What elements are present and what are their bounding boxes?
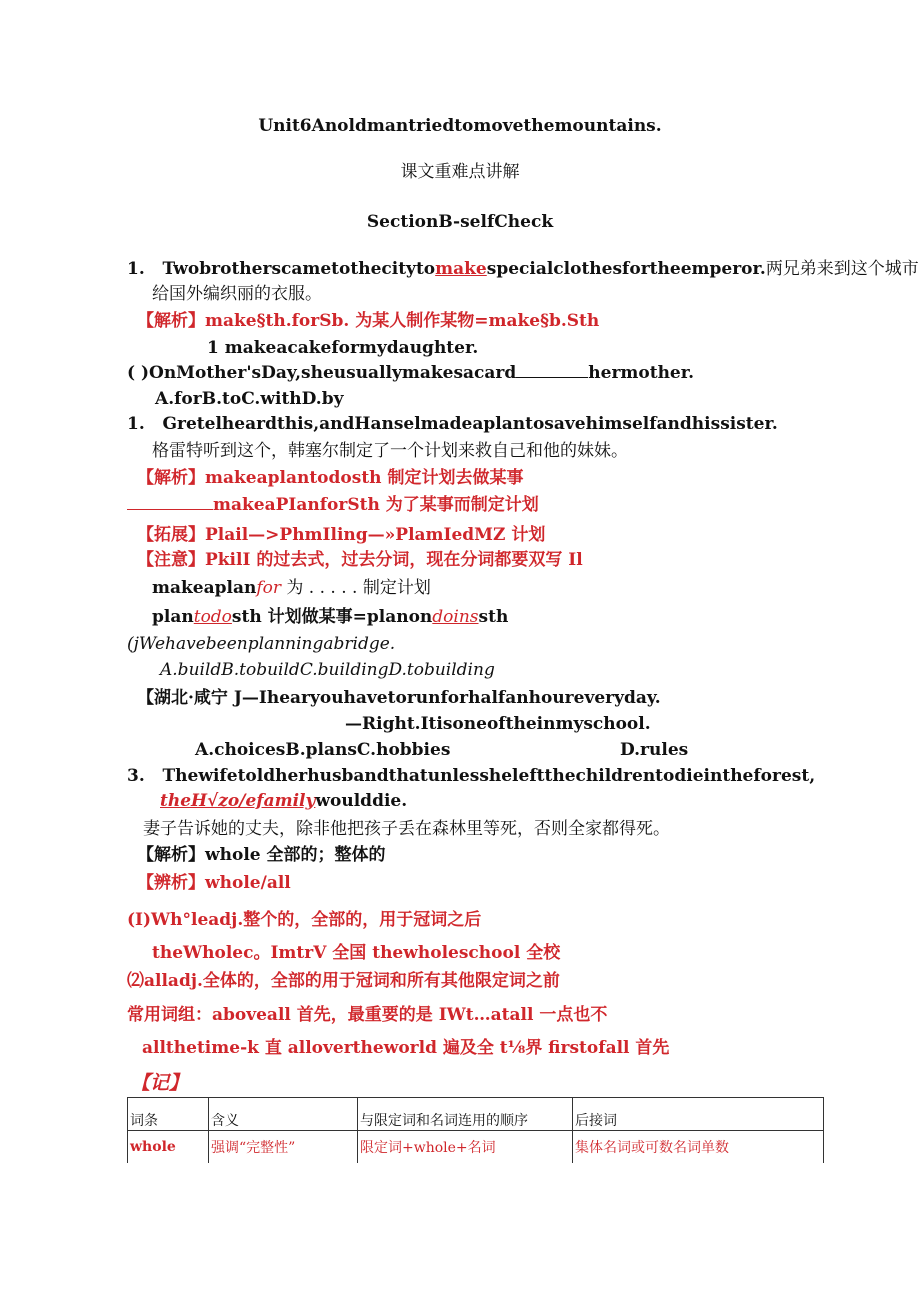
table-header-cell: 与限定词和名词连用的顺序: [358, 1098, 573, 1131]
table-header-cell: 后接词: [573, 1098, 824, 1131]
item3-cn: 妻子告诉她的丈夫，除非他把孩子丢在森林里等死，否则全家都得死。: [143, 819, 670, 839]
item2-question1-options: A.buildB.tobuildC.buildingD.tobuilding: [160, 660, 495, 680]
table-cell: 强调“完整性”: [209, 1131, 358, 1164]
item2-question2b: —Right.Itisoneoftheinmyschool.: [345, 714, 651, 734]
item3-point3: 常用词组：aboveall 首先，最重要的是 IWt…atall 一点也不: [127, 1005, 608, 1025]
item1-example2-pre: ( )OnMother'sDay,sheusuallymakesacard: [127, 363, 517, 383]
phrase1-pre: makeaplan: [152, 578, 257, 598]
item1-cn1: 两兄弟来到这个城市: [765, 259, 919, 279]
item2-sentence: [127, 413, 778, 435]
item2-analysis1: 【解析】makeaplantodosth 制定计划去做某事: [137, 468, 524, 488]
item1-number: 1.: [127, 259, 145, 279]
red-blank: [127, 495, 213, 510]
phrase1-post: 为 . . . . . 制定计划: [281, 578, 431, 598]
item1-sentence: [127, 258, 919, 280]
phrase2-pre: plan: [152, 607, 194, 627]
document-title: Unit6Anoldmantriedtomovethemountains.: [258, 116, 662, 136]
phrase2-italic: todo: [193, 607, 232, 627]
item3-point1b: theWholec。ImtrV 全国 thewholeschool 全校: [152, 943, 561, 963]
item3-point1: (I)Wh°leadj.整个的，全部的，用于冠词之后: [127, 910, 482, 930]
item2-question1: (jWehavebeenplanningabridge.: [127, 634, 396, 654]
item3-point2: ⑵alladj.全体的，全部的用于冠词和所有其他限定词之前: [127, 971, 560, 991]
phrase2-mid: sth 计划做某事=planon: [231, 607, 433, 627]
memo-heading: 【记】: [131, 1072, 189, 1094]
item3-sentence-cont: [160, 790, 407, 812]
item1-cn2: 给国外编织丽的衣服。: [152, 284, 322, 304]
item3-en: Thewifetoldherhusbandthatunlessheleftthechildrentodieintheforest,: [162, 766, 816, 786]
item3-number: 3.: [127, 766, 145, 786]
answer-blank[interactable]: [516, 363, 588, 378]
document-subtitle: 课文重难点讲解: [400, 162, 520, 182]
phrase2-italic2: doins: [432, 607, 479, 627]
phrase2-post: sth: [478, 607, 509, 627]
item3-sentence: [127, 765, 815, 787]
table-cell: 限定词+whole+名词: [358, 1131, 573, 1164]
item2-en: Gretelheardthis,andHanselmadeaplantosavehimselfandhissister.: [162, 414, 778, 434]
item2-phrase2: [152, 606, 508, 628]
item1-en-pre: Twobrotherscametothecityto: [162, 259, 436, 279]
item2-analysis2-text: makeaPIanforSth 为了某事而制定计划: [213, 495, 539, 515]
section-heading: SectionB-selfCheck: [366, 212, 554, 232]
item2-question2-optd: D.rules: [620, 740, 689, 760]
item2-note: 【注意】PkilI 的过去式，过去分词，现在分词都要双写 Il: [137, 550, 583, 570]
phrase1-italic: for: [256, 578, 281, 598]
item1-en-post: specialclothesfortheemperor.: [486, 259, 766, 279]
item1-example2: [127, 362, 694, 384]
table-header-row: [128, 1098, 824, 1131]
item3-post: woulddie.: [315, 791, 408, 811]
table-header-cell: 含义: [209, 1098, 358, 1131]
table-cell: 集体名词或可数名词单数: [573, 1131, 824, 1164]
table-row: [128, 1131, 824, 1164]
item1-highlight: make: [435, 259, 487, 279]
item3-distinguish: 【辨析】whole/all: [137, 873, 291, 893]
item3-highlight: theH√zo/efamily: [160, 791, 316, 811]
item2-cn: 格雷特听到这个，韩塞尔制定了一个计划来救自己和他的妹妹。: [152, 441, 628, 461]
table-header-cell: 词条: [128, 1098, 209, 1131]
item1-example1: 1 makeacakeformydaughter.: [207, 338, 479, 358]
item2-number: 1.: [127, 414, 145, 434]
table-cell: whole: [128, 1131, 209, 1164]
item3-point4: allthetime-k 直 allovertheworld 遍及全 t⅛界 firstofall 首先: [142, 1038, 670, 1058]
item2-phrase1: [152, 577, 431, 599]
item2-question2-options: A.choicesB.plansC.hobbies: [195, 740, 451, 760]
item3-analysis: 【解析】whole 全部的；整体的: [137, 845, 386, 865]
item1-options: A.forB.toC.withD.by: [155, 389, 344, 409]
item1-analysis: 【解析】make§th.forSb. 为某人制作某物=make§b.Sth: [137, 311, 600, 331]
notes-table: [127, 1097, 824, 1163]
item2-question2a: 【湖北·咸宁 J—Ihearyouhavetorunforhalfanhoureveryday.: [137, 688, 661, 708]
item2-analysis2: [127, 494, 539, 516]
item2-extend: 【拓展】Plail—>PhmIling—»PlamIedMZ 计划: [137, 525, 546, 545]
item1-example2-post: hermother.: [588, 363, 695, 383]
